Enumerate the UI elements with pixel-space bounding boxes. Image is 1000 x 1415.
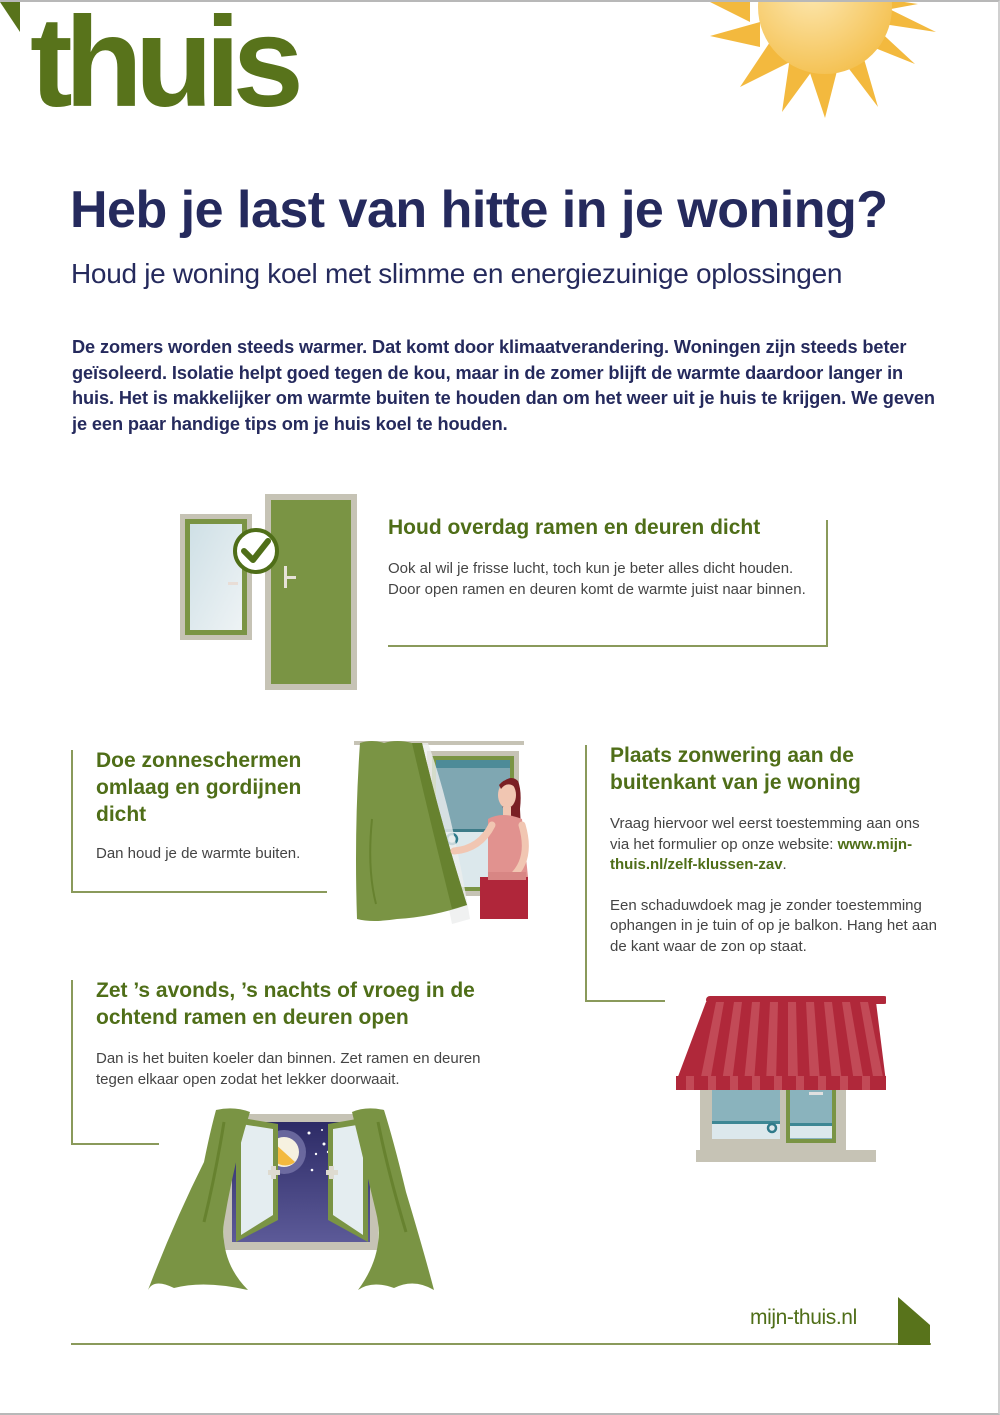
closed-window-door-illustration [178,494,360,690]
woman-closing-curtain-illustration [352,729,542,927]
footer-corner-mark [898,1297,930,1345]
tip-3-text [610,814,940,876]
tip-3-frame-left [585,745,587,1001]
footer-divider [71,1343,931,1345]
tip-2-frame-left [71,750,73,892]
tip-2-frame-bottom [71,891,327,893]
awning-window-illustration [672,992,886,1164]
footer-url[interactable]: mijn-thuis.nl [750,1306,857,1329]
tip-1-title: Houd overdag ramen en deuren dicht [388,516,761,539]
tip-2-text: Dan houd je de warmte buiten. [96,845,301,862]
tip-1 [388,514,818,600]
sun-illustration [690,2,940,122]
tip-2-title: Doe zonneschermen omlaag en gordijnen dicht [96,749,302,826]
tip-3-title: Plaats zonwering aan de buitenkant van je woning [610,744,861,794]
page-title: Heb je last van hitte in je woning? [70,181,888,239]
tip-3-frame-bottom [585,1000,665,1002]
tip-4-title: Zet ’s avonds, ’s nachts of vroeg in de ochtend ramen en deuren open [96,979,475,1029]
tip-3-text-before-link: Vraag hiervoor wel eerst toestemming aan ons via het formulier op onze website: [610,815,920,853]
tip-4-frame-left [71,980,73,1145]
open-window-night-illustration [144,1102,438,1292]
tip-4 [96,977,516,1090]
tip-3-text-2: Een schaduwdoek mag je zonder toestemming ophangen in je tuin of op je balkon. Hang het aan de kant waar de zon op staat. [610,896,937,955]
tip-1-frame-right [826,520,828,647]
tip-1-frame-bottom [388,645,828,647]
tip-4-text: Dan is het buiten koeler dan binnen. Zet ramen en deuren tegen elkaar open zodat het lekker doorwaait. [96,1050,481,1088]
intro-paragraph: De zomers worden steeds warmer. Dat komt door klimaatverandering. Woningen zijn steeds beter geïsoleerd. Isolatie helpt goed tegen de kou, maar in de zomer blijft de warmte daardoor langer in huis. Het is makkelijker om warmte buiten te houden dan om het weer uit je huis te krijgen. We geven je een paar handige tips om je huis koel te houden. [72,337,935,434]
thuis-logo [0,2,340,114]
tip-2 [96,747,356,865]
tip-3 [610,742,940,957]
tip-3-text-after-link: . [782,856,787,873]
page-subtitle: Houd je woning koel met slimme en energiezuinige oplossingen [71,258,843,289]
svg-text:thuis: thuis [30,2,296,114]
zelf-klussen-link[interactable]: www.mijn-thuis.nl/zelf-klussen-zav [610,835,913,873]
tip-1-text: Ook al wil je frisse lucht, toch kun je beter alles dicht houden. Door open ramen en deuren komt de warmte juist naar binnen. [388,560,806,598]
